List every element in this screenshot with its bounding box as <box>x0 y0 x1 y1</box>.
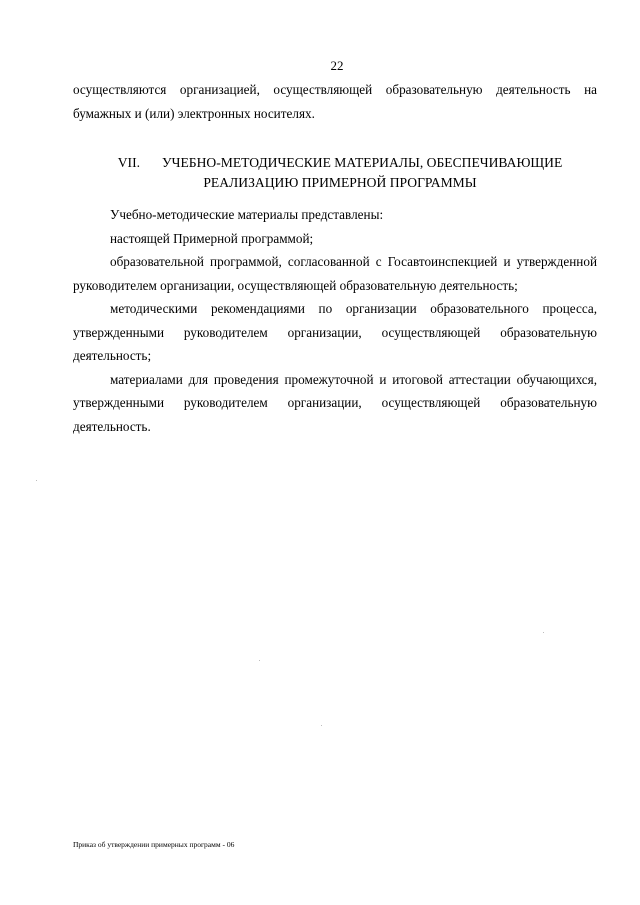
section-title-line-1: УЧЕБНО-МЕТОДИЧЕСКИЕ МАТЕРИАЛЫ, ОБЕСПЕЧИВАЮЩИЕ <box>162 155 563 170</box>
section-heading-line-1 <box>90 153 590 173</box>
section-body <box>73 203 597 438</box>
page-footer: Приказ об утверждении примерных программ - 06 <box>73 840 235 849</box>
body-paragraph-item-3: методическими рекомендациями по организации образовательного процесса, утвержденными руководителем организации, осуществляющей образовательную деятельность; <box>73 301 597 363</box>
scan-speck <box>543 632 544 633</box>
body-paragraph-item-4: материалами для проведения промежуточной и итоговой аттестации обучающихся, утвержденными руководителем организации, осуществляющей образовательную деятельность. <box>73 371 597 434</box>
scan-speck <box>36 480 37 481</box>
continuation-paragraph: осуществляются организацией, осуществляющей образовательную деятельность на бумажных и (или) электронных носителях. <box>73 82 597 121</box>
continuation-paragraph-block <box>73 78 597 125</box>
section-title-line-2: РЕАЛИЗАЦИЮ ПРИМЕРНОЙ ПРОГРАММЫ <box>203 175 477 190</box>
section-number: VII. <box>117 155 141 170</box>
body-paragraph-item-1: настоящей Примерной программой; <box>110 230 314 246</box>
section-heading <box>90 153 590 193</box>
scan-speck <box>321 725 322 726</box>
scan-speck <box>259 660 260 661</box>
page-number: 22 <box>330 58 344 73</box>
body-paragraph-item-2: образовательной программой, согласованной с Госавтоинспекцией и утвержденной руководителем организации, осуществляющей образовательную деятельность; <box>73 254 597 293</box>
body-paragraph-intro: Учебно-методические материалы представлены: <box>110 207 384 222</box>
